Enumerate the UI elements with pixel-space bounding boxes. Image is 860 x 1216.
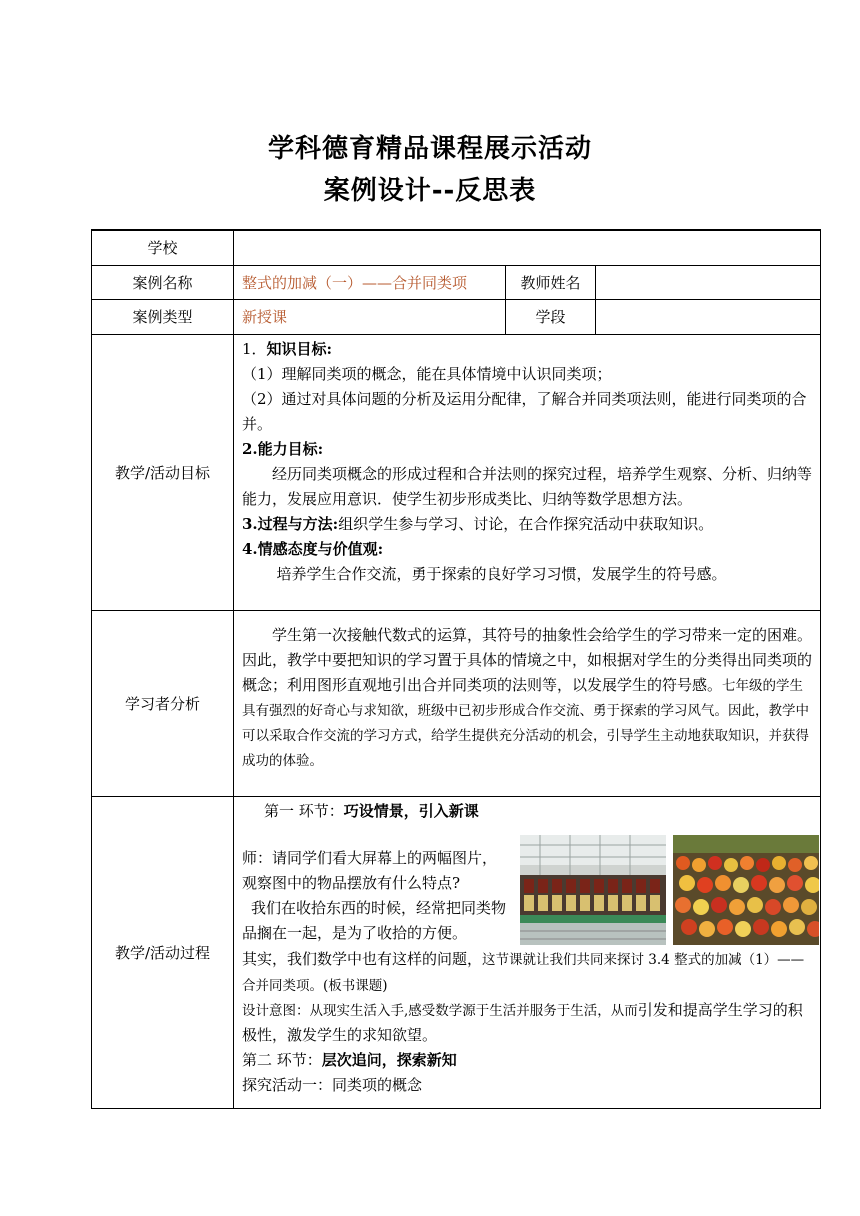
intro-line: 其实，我们数学中也有这样的问题，这节课就让我们共同来探讨 3.4 整式的加减（1）——合并同类项。(板书课题) [242,949,805,994]
learner-label: 学习者分析 [92,610,234,796]
goal-knowledge-2: （2）通过对具体问题的分析及运用分配律，了解合并同类项法则，能进行同类项的合并。 [242,389,807,433]
fruit-display-photo [673,835,819,945]
goal-process-line: 3.过程与方法:组织学生参与学习、讨论，在合作探究活动中获取知识。 [242,514,714,533]
goal-heading-ability: 2.能力目标: [242,439,324,458]
goals-label: 教学/活动目标 [92,334,234,610]
school-label: 学校 [92,230,234,265]
teacher-question: 师：请同学们看大屏幕上的两幅图片，观察图中的物品摆放有什么特点? [242,848,498,892]
activity-1: 探究活动一：同类项的概念 [242,1075,423,1094]
goal-heading-knowledge: 1．知识目标: [242,339,333,358]
step2-heading: 第二 环节：层次追问，探索新知 [242,1050,457,1069]
teacher-value [596,265,821,299]
process-content [234,796,821,1108]
case-name-value: 整式的加减（一）——合并同类项 [234,265,506,299]
goal-heading-emotion: 4.情感态度与价值观: [242,539,384,558]
learner-para-1: 学生第一次接触代数式的运算，其符号的抽象性会给学生的学习带来一定的困难。因此，教学中要把知识的学习置于具体的情境之中，如根据对学生的分类得出同类项的概念；利用图形直观地引出合并同类项的法则等，以发展学生的符号感。 [242,625,813,694]
case-name-label: 案例名称 [92,265,234,299]
page-subtitle: 案例设计--反思表 [323,176,537,206]
case-type-value: 新授课 [234,299,506,334]
goals-content [234,334,821,610]
learner-content [234,610,821,796]
goal-knowledge-1: （1）理解同类项的概念，能在具体情境中认识同类项； [242,364,612,383]
case-type-label: 案例类型 [92,299,234,334]
supermarket-jars-photo [520,835,666,945]
stage-label: 学段 [506,299,596,334]
teacher-remark: 我们在收拾东西的时候，经常把同类物品搁在一起，是为了收拾的方便。 [242,898,507,942]
page-title: 学科德育精品课程展示活动 [267,134,592,164]
school-value [234,230,821,265]
process-label: 教学/活动过程 [92,796,234,1108]
learner-para-2: 七年级的学生具有强烈的好奇心与求知欲，班级中已初步形成合作交流、勇于探索的学习风气。因此，教学中可以采取合作交流的学习方式，给学生提供充分活动的机会，引导学生主动地获取知识，并获得成功的体验。 [242,677,809,769]
stage-value [596,299,821,334]
goal-emotion-text: 培养学生合作交流，勇于探索的良好学习习惯，发展学生的符号感。 [276,564,727,583]
step1-heading: 第一 环节：巧设情景，引入新课 [264,801,479,820]
design-intent: 设计意图：从现实生活入手,感受数学源于生活并服务于生活，从而引发和提高学生学习的积极性，激发学生的求知欲望。 [242,1000,803,1044]
goal-ability-text: 经历同类项概念的形成过程和合并法则的探究过程，培养学生观察、分析、归纳等能力，发展应用意识．使学生初步形成类比、归纳等数学思想方法。 [242,464,813,508]
case-table [91,229,821,1109]
teacher-label: 教师姓名 [506,265,596,299]
